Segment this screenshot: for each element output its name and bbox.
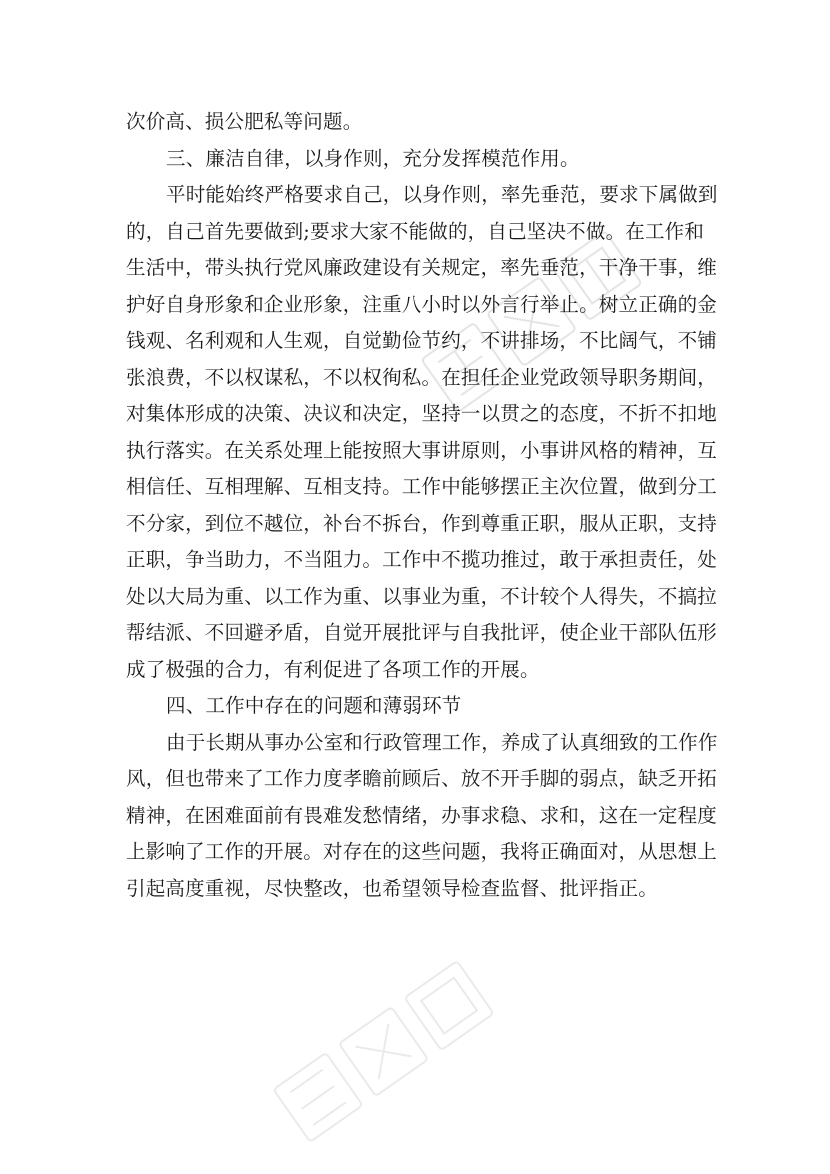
text-line-21: 上影响了工作的开展。对存在的这些问题，我将正确面对，从思想上 <box>126 840 718 863</box>
text-line-4: 的，自己首先要做到;要求大家不能做的，自己坚决不做。在工作和 <box>126 219 705 243</box>
text-line-18: 由于长期从事办公室和行政管理工作，养成了认真细致的工作作 <box>166 730 718 754</box>
text-line-3: 平时能始终严格要求自己，以身作则，率先垂范，要求下属做到 <box>166 183 718 206</box>
section-heading-4: 四、工作中存在的问题和薄弱环节 <box>166 694 462 717</box>
text-line-16: 成了极强的合力，有利促进了各项工作的开展。 <box>126 657 540 681</box>
text-line-14: 处以大局为重、以工作为重、以事业为重，不计较个人得失，不搞拉 <box>126 584 718 608</box>
document-body <box>126 104 718 907</box>
text-line-8: 张浪费，不以权谋私，不以权徇私。在担任企业党政领导职务期间， <box>126 365 718 389</box>
text-line-20: 精神，在困难面前有畏难发愁情绪，办事求稳、求和，这在一定程度 <box>126 803 718 827</box>
text-line-9: 对集体形成的决策、决议和决定，坚持一以贯之的态度，不折不扣地 <box>126 402 718 425</box>
text-line-5: 生活中，带头执行党风廉政建设有关规定，率先垂范，干净干事，维 <box>126 256 718 279</box>
text-line-1: 次价高、损公肥私等问题。 <box>126 110 363 133</box>
text-line-12: 不分家，到位不越位，补台不拆台，作到尊重正职，服从正职，支持 <box>126 511 718 535</box>
section-heading-3: 三、廉洁自律，以身作则，充分发挥模范作用。 <box>166 146 580 170</box>
text-line-6: 护好自身形象和企业形象，注重八小时以外言行举止。树立正确的金 <box>126 292 718 316</box>
text-line-22: 引起高度重视，尽快整改，也希望领导检查监督、批评指正。 <box>126 876 658 900</box>
text-line-10: 执行落实。在关系处理上能按照大事讲原则，小事讲风格的精神，互 <box>126 438 718 462</box>
text-line-13: 正职，争当助力，不当阻力。工作中不揽功推过，敢于承担责任，处 <box>126 548 718 571</box>
text-line-7: 钱观、名利观和人生观，自觉勤俭节约，不讲排场，不比阔气，不铺 <box>126 329 718 352</box>
text-line-15: 帮结派、不回避矛盾，自觉开展批评与自我批评，使企业干部队伍形 <box>126 621 718 644</box>
text-line-11: 相信任、互相理解、互相支持。工作中能够摆正主次位置，做到分工 <box>126 475 718 498</box>
text-line-19: 风，但也带来了工作力度孝瞻前顾后、放不开手脚的弱点，缺乏开拓 <box>126 767 718 790</box>
